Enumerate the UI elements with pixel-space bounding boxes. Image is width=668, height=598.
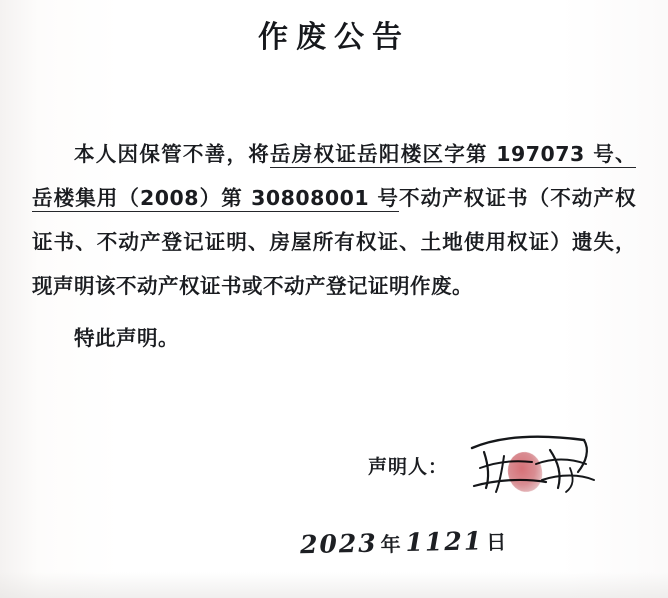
- date-day: 21: [444, 526, 484, 557]
- document-body: [32, 132, 636, 360]
- page-title: 作废公告: [258, 20, 410, 55]
- date-day-unit: 日: [485, 529, 509, 555]
- paragraph-closing: 特此声明。: [74, 326, 179, 350]
- paragraph-tail-text: 不动产权证书（不动产权证书、不动产登记证明、房屋所有权证、土地使用权证）遗失，现声明该不动产权证书或不动产登记证明作废。: [32, 186, 636, 298]
- signature-label: 声明人：: [368, 456, 449, 478]
- date-month: 11: [405, 527, 445, 557]
- certificate-number-2: 岳楼集用（2008）第 30808001 号: [32, 186, 400, 210]
- certificate-number-1: 岳房权证岳阳楼区字第 197073 号、: [270, 142, 637, 166]
- signature-date: [300, 526, 512, 559]
- date-year: 2023: [299, 528, 378, 560]
- paragraph-declaration: [32, 132, 636, 308]
- date-year-unit: 年: [380, 532, 403, 557]
- signature-row: [0, 440, 668, 510]
- paragraph-lead-text: 本人因保管不善，将: [74, 142, 271, 166]
- date-row: [0, 528, 668, 576]
